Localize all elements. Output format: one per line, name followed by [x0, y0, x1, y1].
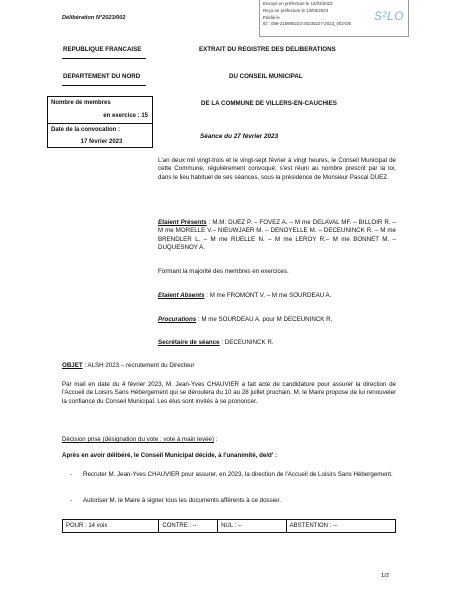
procurations-text: : M me SOURDEAU A. pour M DECEUNINCK R.	[196, 316, 333, 323]
subject-line	[62, 362, 194, 370]
subject-text: : ALSH 2023 – recrutement du Directeur	[82, 362, 195, 369]
divider	[62, 58, 146, 59]
stamp-sent: Envoyé en préfecture le 13/03/2023	[263, 1, 333, 6]
convocation-date: 17 février 2023	[80, 139, 123, 146]
procurations-label: Procurations	[158, 316, 197, 323]
deliberation-number: Délibération N°2023/002	[62, 15, 126, 21]
council-heading: DU CONSEIL MUNICIPAL	[229, 73, 303, 80]
decision-label: Décision prise (désignation du vote : vote à main levée)	[62, 436, 215, 443]
stamp-id: ID : 059-215906223-20230227-2023_002-DE	[263, 21, 352, 27]
secretary-label: Secrétaire de séance	[158, 339, 220, 346]
absents-list: : M me FROMONT V. – M me SOURDEAU A.	[204, 292, 332, 299]
vote-for: POUR : 14 voix	[63, 520, 159, 532]
vote-against: CONTRE : --	[159, 520, 218, 532]
secretary-paragraph	[158, 339, 396, 347]
vote-table	[62, 519, 396, 533]
body-paragraph: Par mail en date du 4 février 2023, M. Jean-Yves CHAUVIER a fait acte de candidature pour assurer la direction de l'Accueil de Loisirs Sans Hébergement qui se déroulera du 10 au 28 juillet prochain. M. le Maire propose de lui renouveler la confiance du Conseil Municipal. Les élus sont invités à se prononcer.	[62, 381, 396, 405]
members-label: Nombre de membres	[51, 100, 111, 107]
prefecture-stamp	[259, 0, 409, 37]
vote-null: NUL : --	[218, 520, 287, 532]
decision-heading	[62, 436, 396, 444]
bullet-dash: -	[70, 471, 73, 478]
subject-label: OBJET	[62, 362, 83, 369]
absents-label: Etaient Absents	[158, 292, 205, 299]
presents-list: : M.M. DUEZ P. – FOVEZ A. – M me DELAVAL MF. – BILLOIR R. – M me MORELLE V.– NIEUWJAER M. – DENOYELLE M. – DECEUNINCK R. – M me BRENDLER L. – M me RUELLE N. – M me LEROY R.– M me BONNET M. – DUQUESNOY A.	[158, 219, 396, 252]
presents-paragraph	[158, 219, 396, 252]
divider	[62, 85, 146, 86]
stamp-published: Publié le	[263, 14, 280, 20]
register-extract-heading: EXTRAIT DU REGISTRE DES DELIBERATIONS	[199, 46, 336, 53]
intro-paragraph: L'an deux mil vingt-trois et le vingt-sept février à vingt heures, le Conseil Municipal de cette Commune, régulièrement convoqué, s'est réuni au nombre prescrit par la loi, dans le lieu habituel de ses séances, sous la présidence de Monsieur Pascal DUEZ.	[158, 157, 396, 181]
convocation-label: Date de la convocation :	[48, 123, 152, 136]
decision-item-text: Recruter M. Jean-Yves CHAUVIER pour assurer, en 2023, la direction de l'Accueil de Loisirs Sans Hébergement.	[83, 471, 393, 478]
bullet-dash: -	[70, 497, 73, 504]
decision-item	[70, 471, 396, 479]
s2lo-logo: S²LO	[373, 9, 404, 23]
members-box	[47, 96, 153, 148]
decision-item-text: Autoriser M. le Maire à signer tous les documents afférents à ce dossier.	[83, 497, 281, 504]
presents-label: Etaient Présents	[158, 219, 207, 226]
session-date: Séance du 27 février 2023	[200, 133, 279, 140]
decision-suffix: :	[214, 436, 218, 443]
commune-heading: DE LA COMMUNE DE VILLERS-EN-CAUCHIES	[201, 100, 337, 107]
decision-item	[70, 497, 396, 505]
procurations-paragraph	[158, 316, 396, 324]
stamp-received: Reçu en préfecture le 13/03/2023	[263, 7, 329, 13]
vote-abstention: ABSTENTION : --	[289, 522, 338, 529]
department-heading: DEPARTEMENT DU NORD	[63, 73, 141, 80]
republic-heading: REPUBLIQUE FRANCAISE	[63, 46, 142, 53]
members-count: en exercice : 15	[103, 113, 148, 120]
majority-statement: Formant la majorité des membres en exercices.	[158, 268, 289, 275]
secretary-name: : DECEUNINCK R.	[219, 339, 274, 346]
decision-intro: Après en avoir délibéré, le Conseil Municipal décide, à l'unanimité, de/d' :	[62, 452, 278, 459]
page-number: 1/2	[381, 573, 390, 579]
absents-paragraph	[158, 292, 396, 300]
